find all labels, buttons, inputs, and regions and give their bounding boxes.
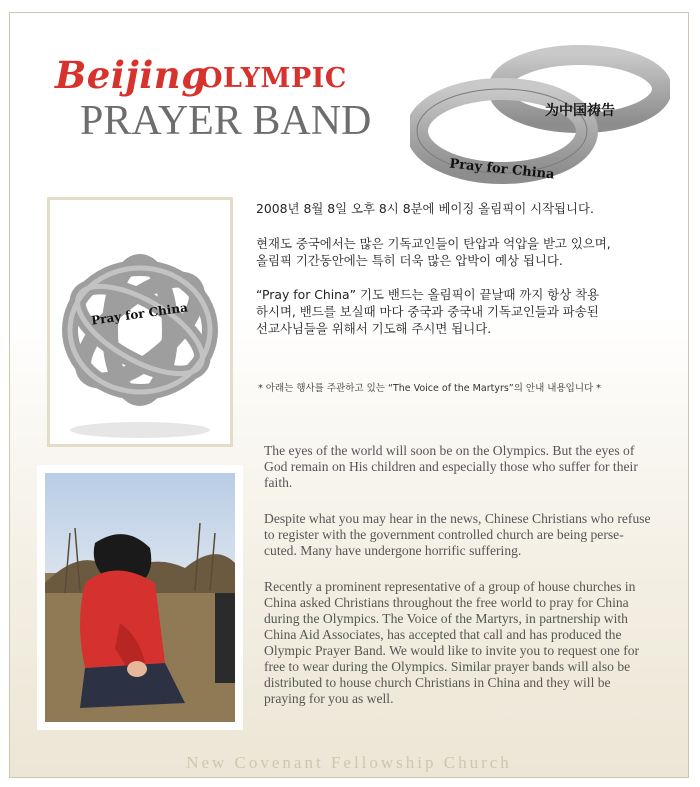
title-olympic: OLYMPIC [199,63,347,94]
english-paragraph-2-line-1: Despite what you may hear in the news, Chinese Christians who refuse [264,511,651,526]
title-beijing: Beijing [55,53,208,97]
english-paragraph-3-line-1: Recently a prominent representative of a group of house churches in [264,579,636,594]
english-paragraph-3-line-2: China asked Christians throughout the free world to pray for China [264,595,629,610]
praying-child-image [45,473,235,722]
english-paragraph-3-line-3: during the Olympics. The Voice of the Martyrs, in partnership with [264,611,628,626]
english-paragraph-3-line-5: Olympic Prayer Band. We would like to invite you to request one for [264,643,640,658]
band-chinese-text: 为中国祷告 [545,103,615,119]
english-paragraph-1-line-1: The eyes of the world will soon be on the Olympics. But the eyes of [264,443,635,458]
wristbands-image [410,39,670,189]
korean-paragraph-3-line-2: 하시며, 밴드를 보실때 마다 중국과 중국내 기독교인들과 파송된 [256,304,599,319]
english-paragraph-3-line-6: free to wear during the Olympics. Similar prayer bands will also be [264,659,631,674]
english-paragraph-3-line-4: China Aid Associates, has accepted that call and has produced the [264,627,622,642]
band-ball-photo [47,197,233,447]
korean-note: * 아래는 행사를 주관하고 있는 “The Voice of the Martyrs”의 안내 내용입니다 * [258,383,601,394]
flyer-frame [9,12,689,778]
praying-child-photo [37,465,243,730]
english-paragraph-2-line-3: cuted. Many have undergone horrific suffering. [264,543,522,558]
korean-paragraph-3-line-1: “Pray for China” 기도 밴드는 올림픽이 끝날때 까지 항상 착용 [256,287,600,302]
band-english-text: Pray for China [448,156,556,183]
english-paragraph-1-line-2: God remain on His children and especially those who suffer for their [264,459,638,474]
english-paragraph-1-line-3: faith. [264,475,293,490]
english-paragraph-3-line-8: praying for you as well. [264,691,394,706]
band-ball-image [50,200,230,444]
korean-paragraph-2-line-2: 올림픽 기간동안에는 특히 더욱 많은 압박이 예상 됩니다. [256,253,563,268]
title-prayer-band: PRAYER BAND [80,98,372,144]
korean-paragraph-1: 2008년 8월 8일 오후 8시 8분에 베이징 올림픽이 시작됩니다. [256,201,594,216]
ball-band-text: Pray for China [90,300,189,328]
english-paragraph-2-line-2: to register with the government controlled church are being perse- [264,527,624,542]
korean-paragraph-3-line-3: 선교사님들을 위해서 기도해 주시면 됩니다. [256,321,492,336]
korean-paragraph-2-line-1: 현재도 중국에서는 많은 기독교인들이 탄압과 억압을 받고 있으며, [256,236,611,251]
footer-church-name: New Covenant Fellowship Church [186,753,512,772]
english-paragraph-3-line-7: distributed to house church Christians in China and they will be [264,675,611,690]
